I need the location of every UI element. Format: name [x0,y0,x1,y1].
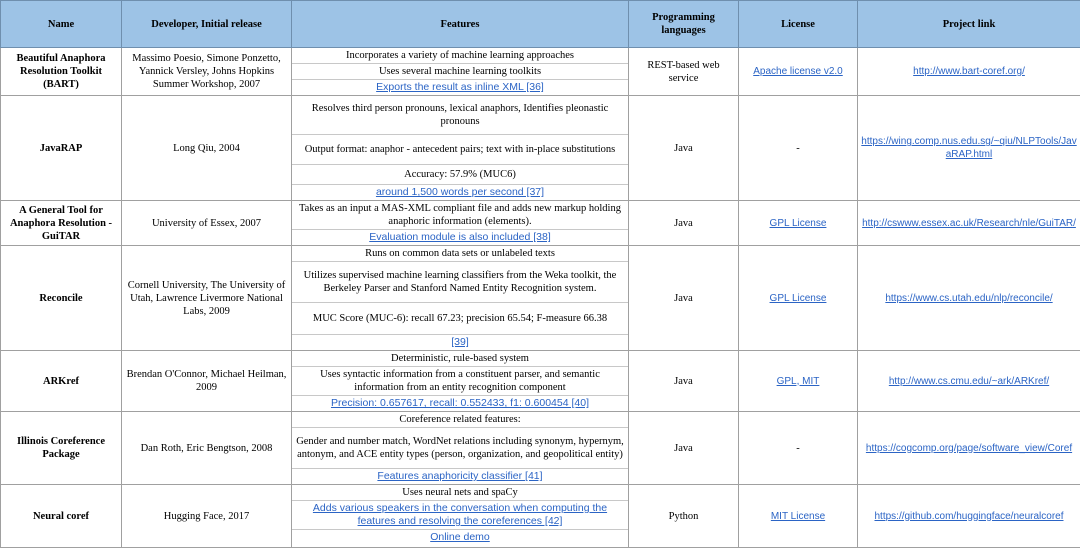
tool-name: A General Tool for Anaphora Resolution - GuiTAR [1,201,122,246]
features-cell [292,48,629,96]
project-link[interactable]: https://cogcomp.org/page/software_view/Coref [866,443,1072,454]
header-name: Name [1,1,122,48]
feature-line: Output format: anaphor - antecedent pairs; text with in-place substitutions [292,135,628,165]
feature-line: Coreference related features: [292,412,628,428]
project-link[interactable]: http://www.cs.cmu.edu/~ark/ARKref/ [889,376,1049,387]
features-cell [292,201,629,246]
table-row [1,412,1080,485]
project-link-cell [858,48,1080,96]
table-row [1,201,1080,246]
developer-cell: Massimo Poesio, Simone Ponzetto, Yannick Versley, Johns Hopkins Summer Workshop, 2007 [122,48,292,96]
license-cell [739,201,858,246]
header-link: Project link [858,1,1080,48]
feature-line: Incorporates a variety of machine learning approaches [292,48,628,64]
table-row [1,246,1080,351]
project-link-cell [858,351,1080,412]
project-link-cell [858,412,1080,485]
feature-line: Uses several machine learning toolkits [292,64,628,80]
feature-line: Deterministic, rule-based system [292,351,628,367]
features-cell [292,246,629,351]
license-cell: - [739,412,858,485]
header-developer: Developer, Initial release [122,1,292,48]
feature-link[interactable]: Evaluation module is also included [38] [292,230,628,245]
online-demo-link[interactable]: Online demo [292,530,628,545]
feature-link[interactable]: Exports the result as inline XML [36] [292,80,628,95]
feature-link[interactable]: Precision: 0.657617, recall: 0.552433, f1: 0.600454 [40] [292,396,628,411]
language-cell: Java [629,246,739,351]
project-link[interactable]: https://wing.comp.nus.edu.sg/~qiu/NLPTools/JavaRAP.html [861,136,1076,160]
feature-line: Accuracy: 57.9% (MUC6) [292,165,628,185]
license-cell [739,246,858,351]
project-link-cell [858,485,1080,548]
header-row [1,1,1080,48]
tool-name: JavaRAP [1,96,122,201]
feature-line: Utilizes supervised machine learning classifiers from the Weka toolkit, the Berkeley Parser and Stanford Named Entity Recognition system. [292,262,628,303]
developer-cell: Long Qiu, 2004 [122,96,292,201]
features-cell [292,412,629,485]
license-cell [739,351,858,412]
developer-cell: Dan Roth, Eric Bengtson, 2008 [122,412,292,485]
license-link[interactable]: GPL License [770,293,827,304]
language-cell: REST-based web service [629,48,739,96]
language-cell: Java [629,351,739,412]
license-link[interactable]: GPL License [770,218,827,229]
table-body [1,48,1080,548]
tool-name: Illinois Coreference Package [1,412,122,485]
language-cell: Java [629,412,739,485]
table-row [1,351,1080,412]
language-cell: Python [629,485,739,548]
language-cell: Java [629,201,739,246]
feature-link[interactable]: Adds various speakers in the conversation when computing the features and resolving the coreferences [42] [292,501,628,530]
license-link[interactable]: Apache license v2.0 [753,66,843,77]
header-languages: Programming languages [629,1,739,48]
tool-name: Beautiful Anaphora Resolution Toolkit (BART) [1,48,122,96]
feature-line: Resolves third person pronouns, lexical anaphors, Identifies pleonastic pronouns [292,96,628,135]
features-cell [292,96,629,201]
features-cell [292,485,629,548]
tool-name: ARKref [1,351,122,412]
project-link[interactable]: http://cswww.essex.ac.uk/Research/nle/GuiTAR/ [862,218,1076,229]
project-link[interactable]: https://www.cs.utah.edu/nlp/reconcile/ [885,293,1052,304]
feature-line: Uses neural nets and spaCy [292,485,628,501]
project-link-cell [858,246,1080,351]
developer-cell: Hugging Face, 2017 [122,485,292,548]
feature-line: Gender and number match, WordNet relations including synonym, hypernym, antonym, and ACE entity types (person, organization, and geopolitical entity) [292,428,628,469]
project-link[interactable]: http://www.bart-coref.org/ [913,66,1025,77]
feature-link[interactable]: Features anaphoricity classifier [41] [292,469,628,484]
developer-cell: Cornell University, The University of Utah, Lawrence Livermore National Labs, 2009 [122,246,292,351]
header-license: License [739,1,858,48]
table-row [1,485,1080,548]
feature-line: MUC Score (MUC-6): recall 67.23; precision 65.54; F-measure 66.38 [292,303,628,335]
license-cell [739,48,858,96]
project-link[interactable]: https://github.com/huggingface/neuralcoref [874,511,1063,522]
language-cell: Java [629,96,739,201]
feature-line: Takes as an input a MAS-XML compliant file and adds new markup holding anaphoric information (elements). [292,201,628,230]
license-link[interactable]: MIT License [771,511,825,522]
license-cell [739,485,858,548]
developer-cell: Brendan O'Connor, Michael Heilman, 2009 [122,351,292,412]
project-link-cell [858,96,1080,201]
header-features: Features [292,1,629,48]
license-link[interactable]: GPL, MIT [777,376,820,387]
table-row [1,48,1080,96]
features-cell [292,351,629,412]
license-cell: - [739,96,858,201]
feature-link[interactable]: around 1,500 words per second [37] [292,185,628,200]
table-row [1,96,1080,201]
project-link-cell [858,201,1080,246]
feature-line: Uses syntactic information from a constituent parser, and semantic information from an entity recognition component [292,367,628,396]
feature-link[interactable]: [39] [292,335,628,350]
developer-cell: University of Essex, 2007 [122,201,292,246]
tool-name: Reconcile [1,246,122,351]
feature-line: Runs on common data sets or unlabeled texts [292,246,628,262]
tool-name: Neural coref [1,485,122,548]
